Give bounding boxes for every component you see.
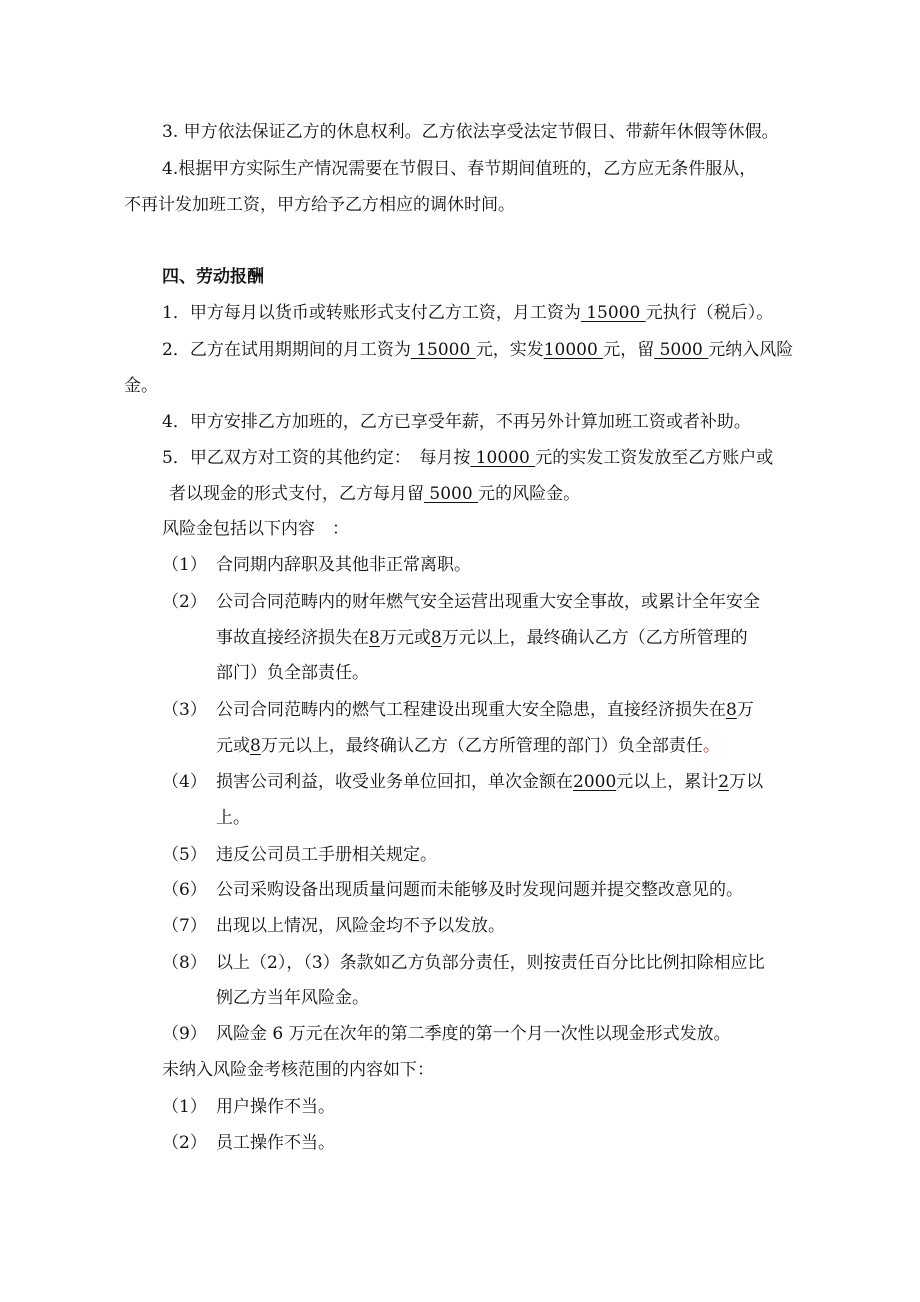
item2-salary-value: 15000	[410, 340, 476, 360]
section4-item5-line1	[162, 446, 773, 470]
risk-item-3-line2-a: 元或	[216, 736, 250, 756]
item2-risk-value: 5000	[654, 340, 709, 360]
item5-actual-value: 10000	[470, 448, 536, 468]
risk-item-2-line2-c: 万元以上，最终确认乙方（乙方所管理的	[441, 628, 748, 648]
risk-item-1-text: 合同期内辞职及其他非正常离职。	[216, 555, 471, 575]
item1-text-before: 1．甲方每月以货币或转账形式支付乙方工资，月工资为	[162, 303, 581, 323]
section4-item2-line2: 金。	[124, 376, 158, 396]
item5-text-before: 5．甲乙双方对工资的其他约定： 每月按	[162, 448, 471, 468]
risk-item-3-line1-a: 公司合同范畴内的燃气工程建设出现重大安全隐患，直接经济损失在	[216, 700, 726, 720]
risk-item-7-text: 出现以上情况，风险金均不予以发放。	[216, 916, 505, 936]
risk-item-2-line3: 部门）负全部责任。	[216, 663, 369, 683]
risk-item-7-num: （7）	[162, 916, 207, 936]
risk-item-5-text: 违反公司员工手册相关规定。	[216, 845, 437, 865]
item1-salary-value: 15000	[580, 303, 646, 323]
section4-item5-line2	[169, 482, 580, 506]
risk-item-4-value2: 2	[718, 772, 730, 792]
risk-item-4-line1	[216, 770, 763, 794]
excluded-item-1-num: （1）	[162, 1097, 207, 1117]
section4-heading: 四、劳动报酬	[162, 267, 264, 287]
excluded-title: 未纳入风险金考核范围的内容如下：	[162, 1060, 434, 1080]
item2-actual-value: 10000	[543, 340, 604, 360]
risk-item-6-text: 公司采购设备出现质量问题而未能够及时发现问题并提交整改意见的。	[216, 880, 743, 900]
section4-item2-line1	[162, 338, 793, 362]
clause3-item3: 3. 甲方依法保证乙方的休息权利。乙方依法享受法定节假日、带薪年休假等休假。	[162, 122, 779, 142]
item2-text-mid2: 元，留	[603, 340, 655, 360]
risk-item-4-num: （4）	[162, 772, 207, 792]
risk-fund-title: 风险金包括以下内容 ：	[162, 519, 349, 539]
risk-item-4-value1: 2000	[573, 772, 617, 792]
item1-text-after: 元执行（税后）。	[645, 303, 774, 323]
item5-risk-value: 5000	[424, 484, 479, 504]
risk-item-3-value2: 8	[250, 736, 261, 756]
item2-text-after: 元纳入风险	[708, 340, 794, 360]
risk-item-4-line1-a: 损害公司利益，收受业务单位回扣，单次金额在	[216, 772, 573, 792]
risk-item-2-value2: 8	[430, 628, 442, 648]
risk-item-3-line1	[216, 698, 754, 722]
risk-item-3-num: （3）	[162, 700, 207, 720]
risk-item-8-line1: 以上（2），（3）条款如乙方负部分责任，则按责任百分比比例扣除相应比	[216, 953, 765, 973]
risk-item-4-line2: 上。	[216, 808, 250, 828]
clause3-item4-line2: 不再计发加班工资，甲方给予乙方相应的调休时间。	[124, 195, 515, 215]
risk-item-3-period: 。	[702, 736, 720, 756]
risk-item-2-line2-a: 事故直接经济损失在	[216, 628, 369, 648]
item5-text-after: 元的实发工资发放至乙方账户或	[535, 448, 774, 468]
risk-item-8-line2: 例乙方当年风险金。	[216, 988, 369, 1008]
risk-item-5-num: （5）	[162, 845, 207, 865]
risk-item-9-num: （9）	[162, 1024, 207, 1044]
risk-item-3-line2	[216, 734, 720, 758]
risk-item-2-line2	[216, 626, 748, 650]
item2-text-mid1: 元，实发	[475, 340, 544, 360]
item5-line2-after: 元的风险金。	[478, 484, 581, 504]
risk-item-9-text: 风险金 6 万元在次年的第二季度的第一个月一次性以现金形式发放。	[216, 1024, 731, 1044]
excluded-item-1-text: 用户操作不当。	[216, 1097, 335, 1117]
risk-item-1-num: （1）	[162, 555, 207, 575]
risk-item-2-line1: 公司合同范畴内的财年燃气安全运营出现重大安全事故，或累计全年安全	[216, 592, 760, 612]
risk-item-8-num: （8）	[162, 953, 207, 973]
item5-line2-before: 者以现金的形式支付，乙方每月留	[169, 484, 424, 504]
risk-item-6-num: （6）	[162, 880, 207, 900]
risk-item-3-line1-b: 万	[736, 700, 754, 720]
excluded-item-2-text: 员工操作不当。	[216, 1133, 335, 1153]
risk-item-2-num: （2）	[162, 592, 207, 612]
risk-item-4-line1-c: 万以	[729, 772, 764, 792]
excluded-item-2-num: （2）	[162, 1133, 207, 1153]
risk-item-2-line2-b: 万元或	[379, 628, 431, 648]
section4-item4: 4．甲方安排乙方加班的，乙方已享受年薪，不再另外计算加班工资或者补助。	[162, 412, 751, 432]
risk-item-3-value1: 8	[726, 700, 737, 720]
risk-item-3-line2-b: 万元以上，最终确认乙方（乙方所管理的部门）负全部责任	[260, 736, 703, 756]
risk-item-4-line1-b: 元以上，累计	[616, 772, 719, 792]
section4-item1	[162, 301, 773, 325]
risk-item-2-value1: 8	[369, 628, 380, 648]
item2-text-before: 2．乙方在试用期期间的月工资为	[162, 340, 411, 360]
clause3-item4-line1: 4.根据甲方实际生产情况需要在节假日、春节期间值班的，乙方应无条件服从，	[162, 159, 757, 179]
